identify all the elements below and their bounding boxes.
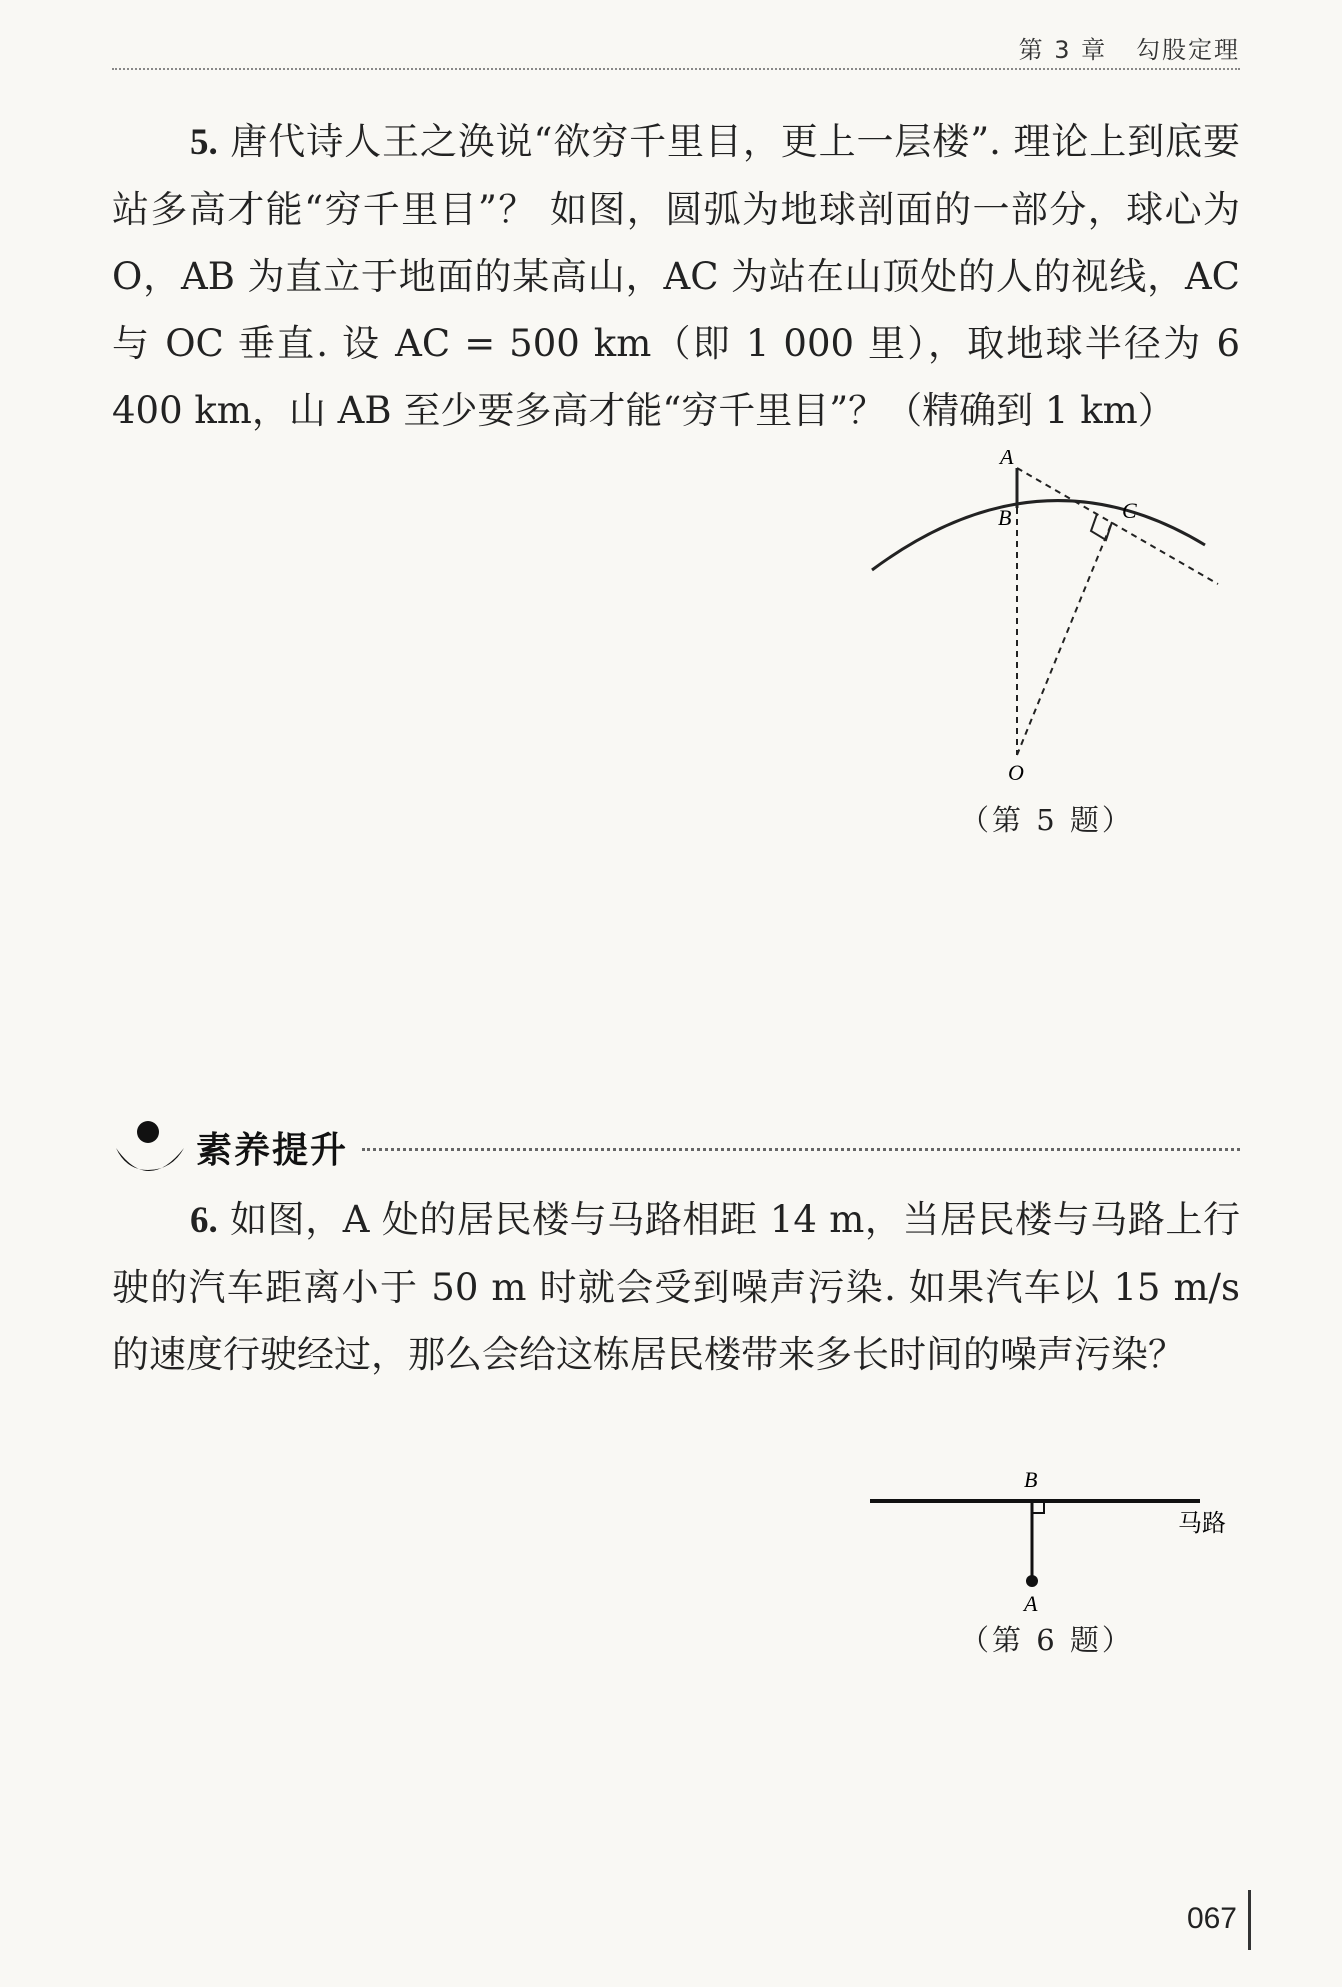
problem-5 bbox=[112, 108, 1240, 444]
label-o: O bbox=[1008, 760, 1024, 785]
label-road: 马路 bbox=[1178, 1509, 1226, 1537]
problem-6-text: 如图，A 处的居民楼与马路相距 14 m，当居民楼与马路上行驶的汽车距离小于 50 m 时就会受到噪声污染. 如果汽车以 15 m/s 的速度行驶经过，那么会给这栋居民楼带来多长时间的噪声污染？ bbox=[112, 1198, 1241, 1376]
earth-arc bbox=[872, 501, 1205, 570]
page-number-bar bbox=[1248, 1890, 1251, 1950]
section-divider bbox=[362, 1148, 1240, 1151]
problem-6-caption: （第 6 题） bbox=[960, 1623, 1134, 1657]
label-b: B bbox=[1024, 1467, 1038, 1492]
point-a bbox=[1026, 1575, 1038, 1587]
problem-5-number: 5. bbox=[190, 122, 218, 163]
problem-6-number: 6. bbox=[190, 1200, 218, 1241]
page-header bbox=[112, 28, 1240, 70]
label-c: C bbox=[1122, 498, 1137, 523]
problem-5-caption: （第 5 题） bbox=[960, 803, 1134, 837]
problem-6 bbox=[112, 1186, 1240, 1388]
section-icon bbox=[112, 1118, 188, 1184]
line-oc bbox=[1017, 522, 1112, 755]
line-ac bbox=[1017, 468, 1218, 584]
section-header bbox=[112, 1118, 1240, 1188]
label-a: A bbox=[1024, 1591, 1038, 1615]
chapter-title: 第 3 章 勾股定理 bbox=[1018, 36, 1240, 64]
label-a: A bbox=[1000, 450, 1014, 469]
problem-5-text: 唐代诗人王之涣说“欲穷千里目，更上一层楼”. 理论上到底要站多高才能“穷千里目”？ 如图，圆弧为地球剖面的一部分，球心为 O，AB 为直立于地面的某高山，AC 为站在山顶处的人的视线，AC 与 OC 垂直. 设 AC = 500 km（即 1 000 里），取地球半径为 6 400 km，山 AB 至少要多高才能“穷千里目”？（精确到 1 km） bbox=[112, 120, 1240, 432]
label-b: B bbox=[998, 505, 1012, 530]
problem-6-figure bbox=[860, 1455, 1260, 1615]
problem-5-figure bbox=[860, 450, 1260, 790]
page-number: 067 bbox=[1186, 1902, 1237, 1935]
right-angle-mark bbox=[1091, 514, 1112, 540]
section-title: 素养提升 bbox=[196, 1130, 349, 1171]
